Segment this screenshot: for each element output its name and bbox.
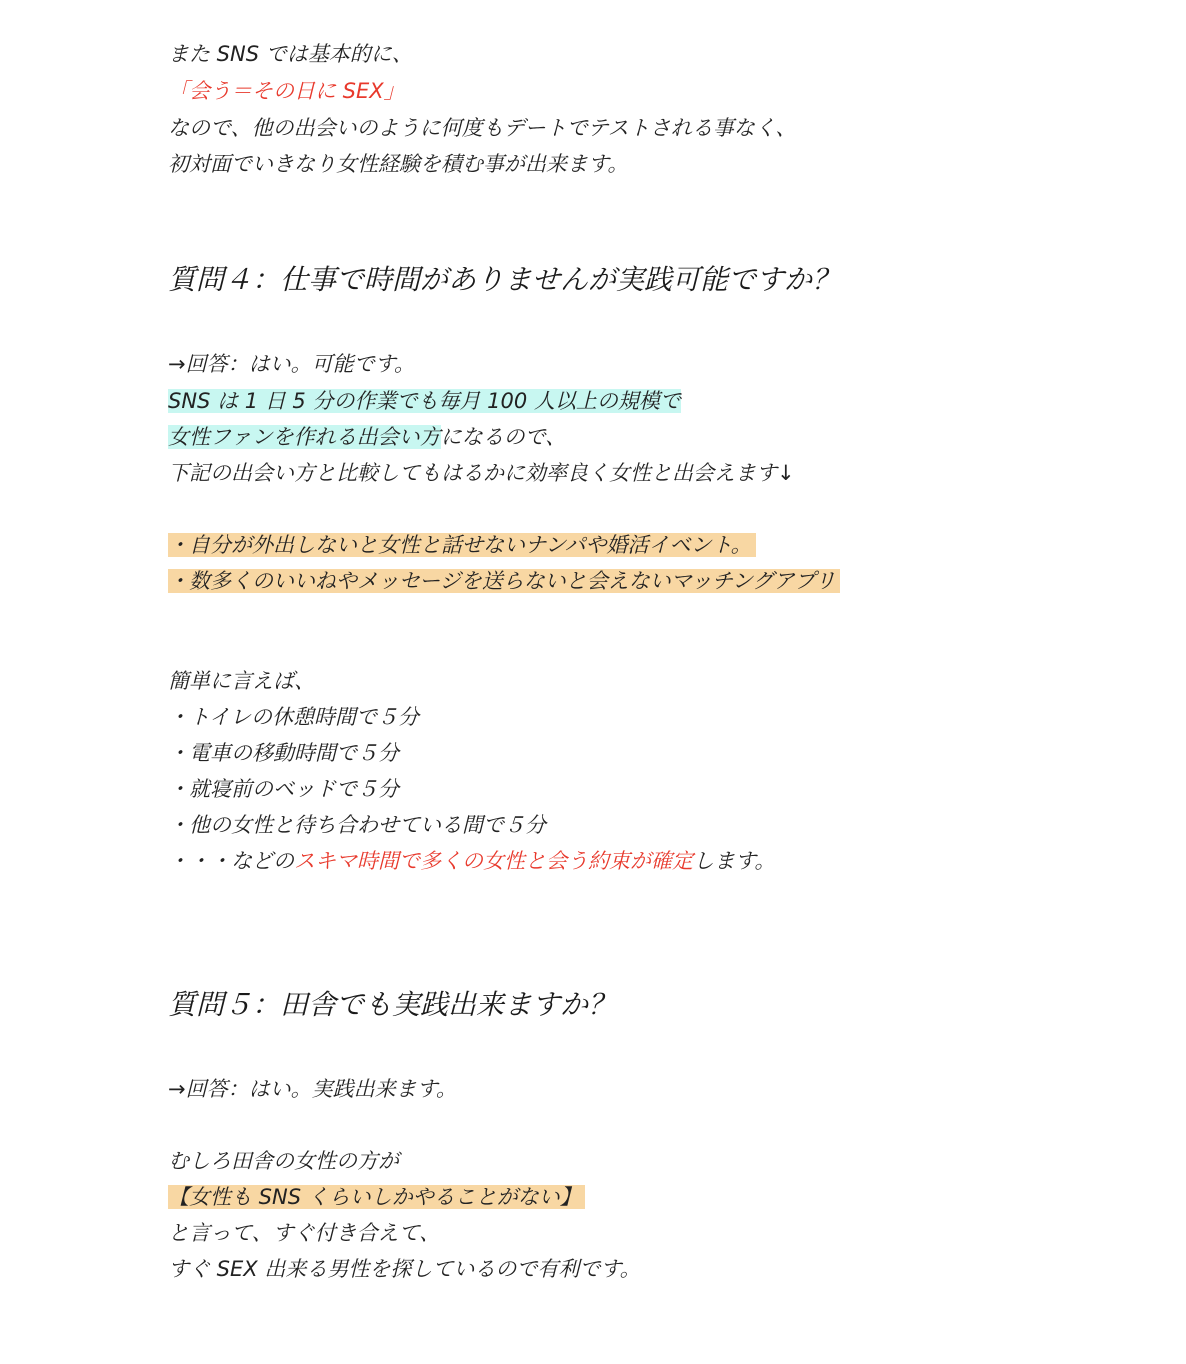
cyan-highlight-2: 女性ファンを作れる出会い方 — [168, 425, 441, 449]
question-4-line-2-rest: になるので、 — [440, 425, 567, 449]
cyan-highlight-1: SNS は 1 日 5 分の作業でも毎月 100 人以上の規模で — [168, 389, 681, 413]
question-5-line-4: すぐ SEX 出来る男性を探しているので有利です。 — [168, 1257, 641, 1281]
list-item: ・電車の移動時間で５分 — [168, 741, 399, 765]
orange-highlight-3: 【女性も SNS くらいしかやることがない】 — [168, 1185, 585, 1209]
orange-highlight-2: ・数多くのいいねやメッセージを送らないと会えないマッチングアプリ — [168, 569, 840, 593]
question-5-heading: 質問５：田舎でも実践出来ますか？ — [168, 988, 617, 1021]
question-4-line-3: 下記の出会い方と比較してもはるかに効率良く女性と出会えます↓ — [168, 461, 795, 485]
question-4-orange-item-2 — [168, 566, 840, 596]
intro-line-3: なので、他の出会いのように何度もデートでテストされる事なく、 — [168, 116, 797, 140]
question-4-last-line — [168, 846, 775, 876]
orange-highlight-1: ・自分が外出しないと女性と話せないナンパや婚活イベント。 — [168, 533, 756, 557]
question-4-answer: →回答：はい。可能です。 — [168, 352, 415, 376]
question-5-line-1: むしろ田舎の女性の方が — [168, 1149, 399, 1173]
question-4-line-2 — [168, 422, 566, 452]
list-item: ・トイレの休憩時間で５分 — [168, 705, 419, 729]
question-4-orange-item-1 — [168, 530, 756, 560]
question-5-answer: →回答：はい。実践出来ます。 — [168, 1077, 457, 1101]
last-line-red-emphasis: スキマ時間で多くの女性と会う約束が確定 — [294, 849, 693, 873]
last-line-prefix: ・・・などの — [168, 849, 294, 873]
intro-line-1: また SNS では基本的に、 — [168, 42, 413, 66]
simply-said: 簡単に言えば、 — [168, 669, 315, 693]
intro-line-4: 初対面でいきなり女性経験を積む事が出来ます。 — [168, 152, 629, 176]
question-5-orange-line — [168, 1182, 585, 1212]
list-item: ・就寝前のベッドで５分 — [168, 777, 399, 801]
question-4-heading: 質問４：仕事で時間がありませんが実践可能ですか？ — [168, 263, 841, 296]
list-item: ・他の女性と待ち合わせている間で５分 — [168, 813, 546, 837]
question-4-cyan-line-1 — [168, 386, 681, 416]
question-5-line-3: と言って、すぐ付き合えて、 — [168, 1221, 441, 1245]
intro-emphasis-red: 「会う＝その日に SEX」 — [168, 79, 405, 103]
last-line-suffix: します。 — [693, 849, 776, 873]
